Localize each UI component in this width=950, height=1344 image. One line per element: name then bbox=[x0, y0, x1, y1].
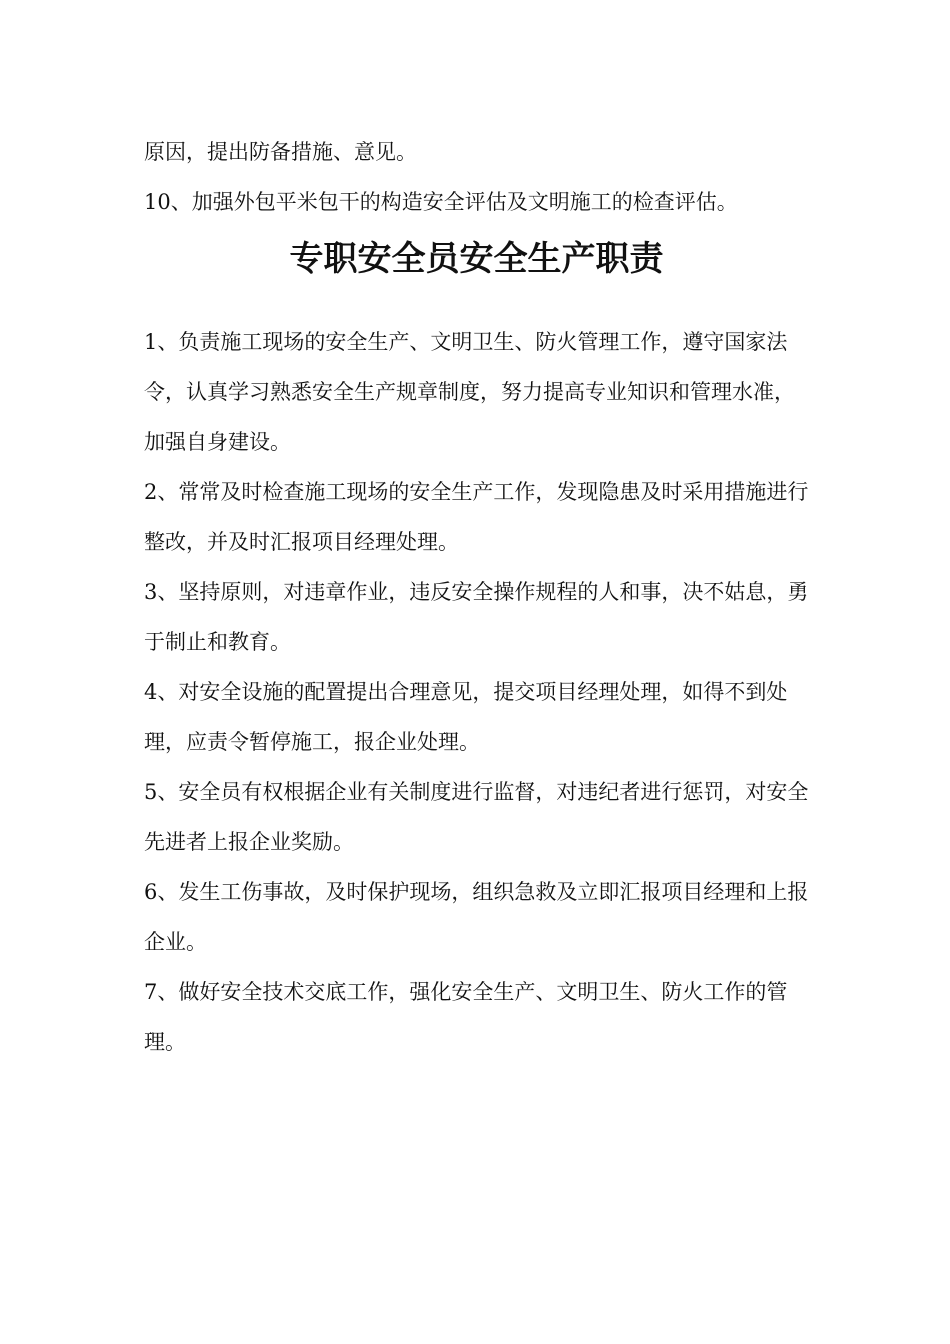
duty-item-6: 6、发生工伤事故，及时保护现场，组织急救及立即汇报项目经理和上报企业。 bbox=[144, 880, 809, 954]
section-title: 专职安全员安全生产职责 bbox=[289, 239, 664, 279]
document-body bbox=[144, 127, 809, 1067]
duty-item-5: 5、安全员有权根据企业有关制度进行监督，对违纪者进行惩罚，对安全先进者上报企业奖励。 bbox=[144, 780, 809, 854]
duty-item-3: 3、坚持原则，对违章作业，违反安全操作规程的人和事，决不姑息，勇于制止和教育。 bbox=[144, 580, 809, 654]
duty-item-1: 1、负责施工现场的安全生产、文明卫生、防火管理工作，遵守国家法令，认真学习熟悉安全生产规章制度，努力提高专业知识和管理水准，加强自身建设。 bbox=[144, 330, 795, 454]
intro-line-2: 10、加强外包平米包干的构造安全评估及文明施工的检查评估。 bbox=[144, 190, 738, 214]
duty-item-7: 7、做好安全技术交底工作，强化安全生产、文明卫生、防火工作的管理。 bbox=[144, 980, 788, 1054]
duty-item-2: 2、常常及时检查施工现场的安全生产工作，发现隐患及时采用措施进行整改，并及时汇报项目经理处理。 bbox=[144, 480, 809, 554]
intro-line-1: 原因，提出防备措施、意见。 bbox=[144, 140, 417, 164]
duty-item-4: 4、对安全设施的配置提出合理意见，提交项目经理处理，如得不到处理，应责令暂停施工，报企业处理。 bbox=[144, 680, 788, 754]
